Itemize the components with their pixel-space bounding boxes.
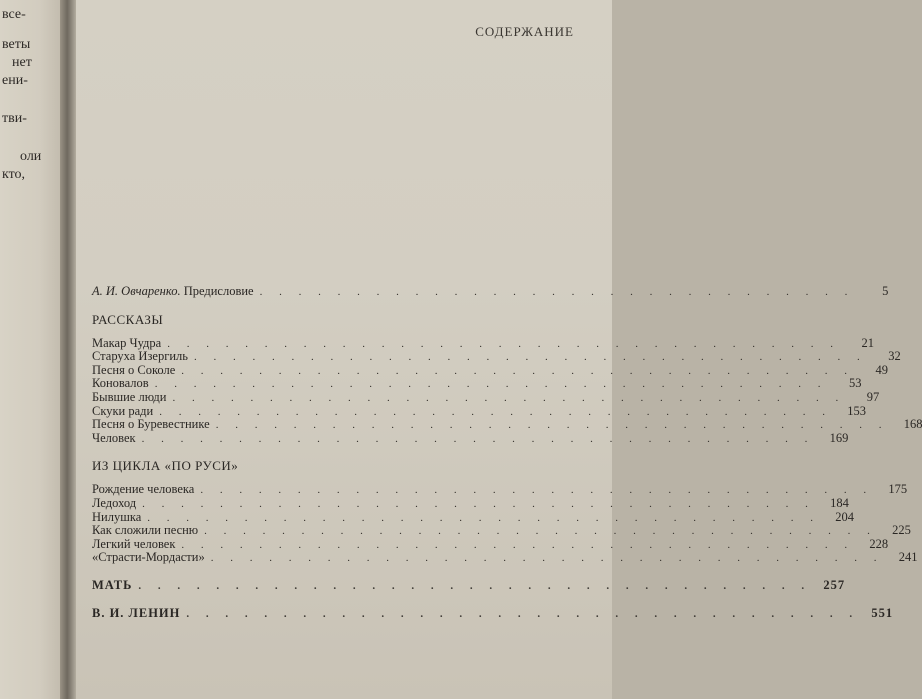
entry-title: «Страсти-Мордасти» xyxy=(92,550,205,565)
page-number: 21 xyxy=(861,335,874,350)
running-head: СОДЕРЖАНИЕ xyxy=(475,24,574,39)
entry-title: Песня о Соколе xyxy=(92,362,176,377)
page-number: 175 xyxy=(888,482,908,497)
dot-leader: . . . . . . . . . . . . . . . . . . . . . . . . . . . . . . . . . . . xyxy=(181,538,855,551)
dot-leader: . . . . . . . . . . . . . . . . . . . . . . . . . . . . . . . . . . . xyxy=(159,405,832,418)
entry-title: Песня о Буревестнике xyxy=(92,417,210,432)
page-number: 257 xyxy=(823,577,846,592)
page-number: 32 xyxy=(888,349,901,364)
toc-entry xyxy=(92,482,908,497)
left-fragment: ени- xyxy=(2,73,28,88)
left-page xyxy=(0,0,66,699)
section-heading: ИЗ ЦИКЛА «ПО РУСИ» xyxy=(92,458,239,474)
dot-leader: . . . . . . . . . . . . . . . . . . . . . . . . . . . . . . . . . . . xyxy=(181,364,855,377)
page-number: 153 xyxy=(847,403,866,418)
dot-leader: . . . . . . . . . . . . . . . . . . . . . . . . . . . . . . . . . . . xyxy=(138,579,812,592)
page-number: 225 xyxy=(892,523,911,538)
major-works xyxy=(92,577,894,620)
preface-entry xyxy=(92,284,889,298)
toc-entry xyxy=(92,509,855,524)
toc-entry xyxy=(92,495,849,510)
entry-title: Человек xyxy=(92,430,136,445)
dot-leader: . . . . . . . . . . . . . . . . . . . . . . . . . . . . . . . . . . . xyxy=(186,607,860,620)
dot-leader: . . . . . . . . . . . . . . . . . . . . . . . . . . . . . . . . . . . xyxy=(193,351,867,364)
dot-leader: . . . . . . . . . . . . . . . . . . . . . . . . . . . . . . . . . . . xyxy=(200,484,874,497)
entry-title: Скуки ради xyxy=(92,403,154,418)
dot-leader: . . . . . . . . . . . . . . . . . . . . . . . . . . . . . . . . . . . xyxy=(215,419,889,432)
sections xyxy=(92,311,922,565)
entry-title: Ледоход xyxy=(92,495,137,510)
entry-title: Старуха Изергиль xyxy=(92,349,188,364)
toc-entry xyxy=(92,403,866,418)
entry-title: МАТЬ xyxy=(92,577,133,592)
left-fragment: все- xyxy=(2,7,26,22)
dot-leader: . . . . . . . . . . . . . . . . . . . . . . . . . . . . . . . . . . . xyxy=(172,391,846,404)
page-number: 551 xyxy=(871,605,894,620)
toc-entry xyxy=(92,335,874,350)
entry-title: Нилушка xyxy=(92,509,142,524)
dot-leader: . . . . . . . . . . . . . . . . . . . . . . . . . . . . . . . . . . . xyxy=(154,378,828,391)
toc-entry xyxy=(92,389,880,404)
toc-entry xyxy=(92,536,889,551)
page-number: 228 xyxy=(869,536,889,551)
book-gutter xyxy=(60,0,76,699)
entry-title: Макар Чудра xyxy=(92,335,162,350)
page-number: 204 xyxy=(835,509,855,524)
preface-author: А. И. Овчаренко. xyxy=(92,284,181,298)
table-of-contents xyxy=(92,284,922,620)
contents-page xyxy=(76,0,922,699)
page-number: 169 xyxy=(829,430,849,445)
left-fragment: тви- xyxy=(2,111,27,126)
dot-leader: . . . . . . . . . . . . . . . . . . . . . . . . . . . . . . . . . . . xyxy=(141,432,815,445)
page-number: 241 xyxy=(898,550,918,565)
dot-leader: . . . . . . . . . . . . . . . . . . . . . . . . . . . . . . . . . . . xyxy=(167,337,840,350)
section-heading: РАССКАЗЫ xyxy=(92,311,164,327)
entry-title: Коновалов xyxy=(92,376,149,391)
entry-title: Легкий человек xyxy=(92,536,176,551)
page-number: 184 xyxy=(830,495,849,510)
dot-leader: . . . . . . . . . . . . . . . . . . . . . . . . . . . . . . . . . . . xyxy=(204,525,877,538)
toc-entry xyxy=(92,362,889,377)
dot-leader: . . . . . . . . . . . . . . . . . . . . . . . . . . . . . . . xyxy=(259,286,855,298)
left-fragment: нет xyxy=(12,55,32,70)
dot-leader: . . . . . . . . . . . . . . . . . . . . . . . . . . . . . . . . . . . xyxy=(147,511,821,524)
toc-entry xyxy=(92,376,862,391)
toc-entry xyxy=(92,349,901,364)
entry-title: Рождение человека xyxy=(92,482,195,497)
toc-entry xyxy=(92,523,911,538)
preface-title: Предисловие xyxy=(183,284,254,298)
entry-title: В. И. ЛЕНИН xyxy=(92,605,181,620)
major-work-entry xyxy=(92,577,846,592)
page-number: 53 xyxy=(848,376,862,391)
page-number: 49 xyxy=(875,362,889,377)
toc-entry xyxy=(92,430,849,445)
page-number: 5 xyxy=(882,284,889,298)
entry-title: Как сложили песню xyxy=(92,523,199,538)
dot-leader: . . . . . . . . . . . . . . . . . . . . . . . . . . . . . . . . . . . xyxy=(210,552,884,565)
left-fragment: веты xyxy=(2,37,31,52)
left-fragment: оли xyxy=(20,149,42,164)
toc-entry xyxy=(92,417,922,432)
left-fragment: кто, xyxy=(2,167,26,182)
entry-title: Бывшие люди xyxy=(92,389,167,404)
page-number: 168 xyxy=(903,417,922,432)
major-work-entry xyxy=(92,605,894,620)
dot-leader: . . . . . . . . . . . . . . . . . . . . . . . . . . . . . . . . . . . xyxy=(142,497,815,510)
page-number: 97 xyxy=(866,389,880,404)
toc-entry xyxy=(92,550,918,565)
